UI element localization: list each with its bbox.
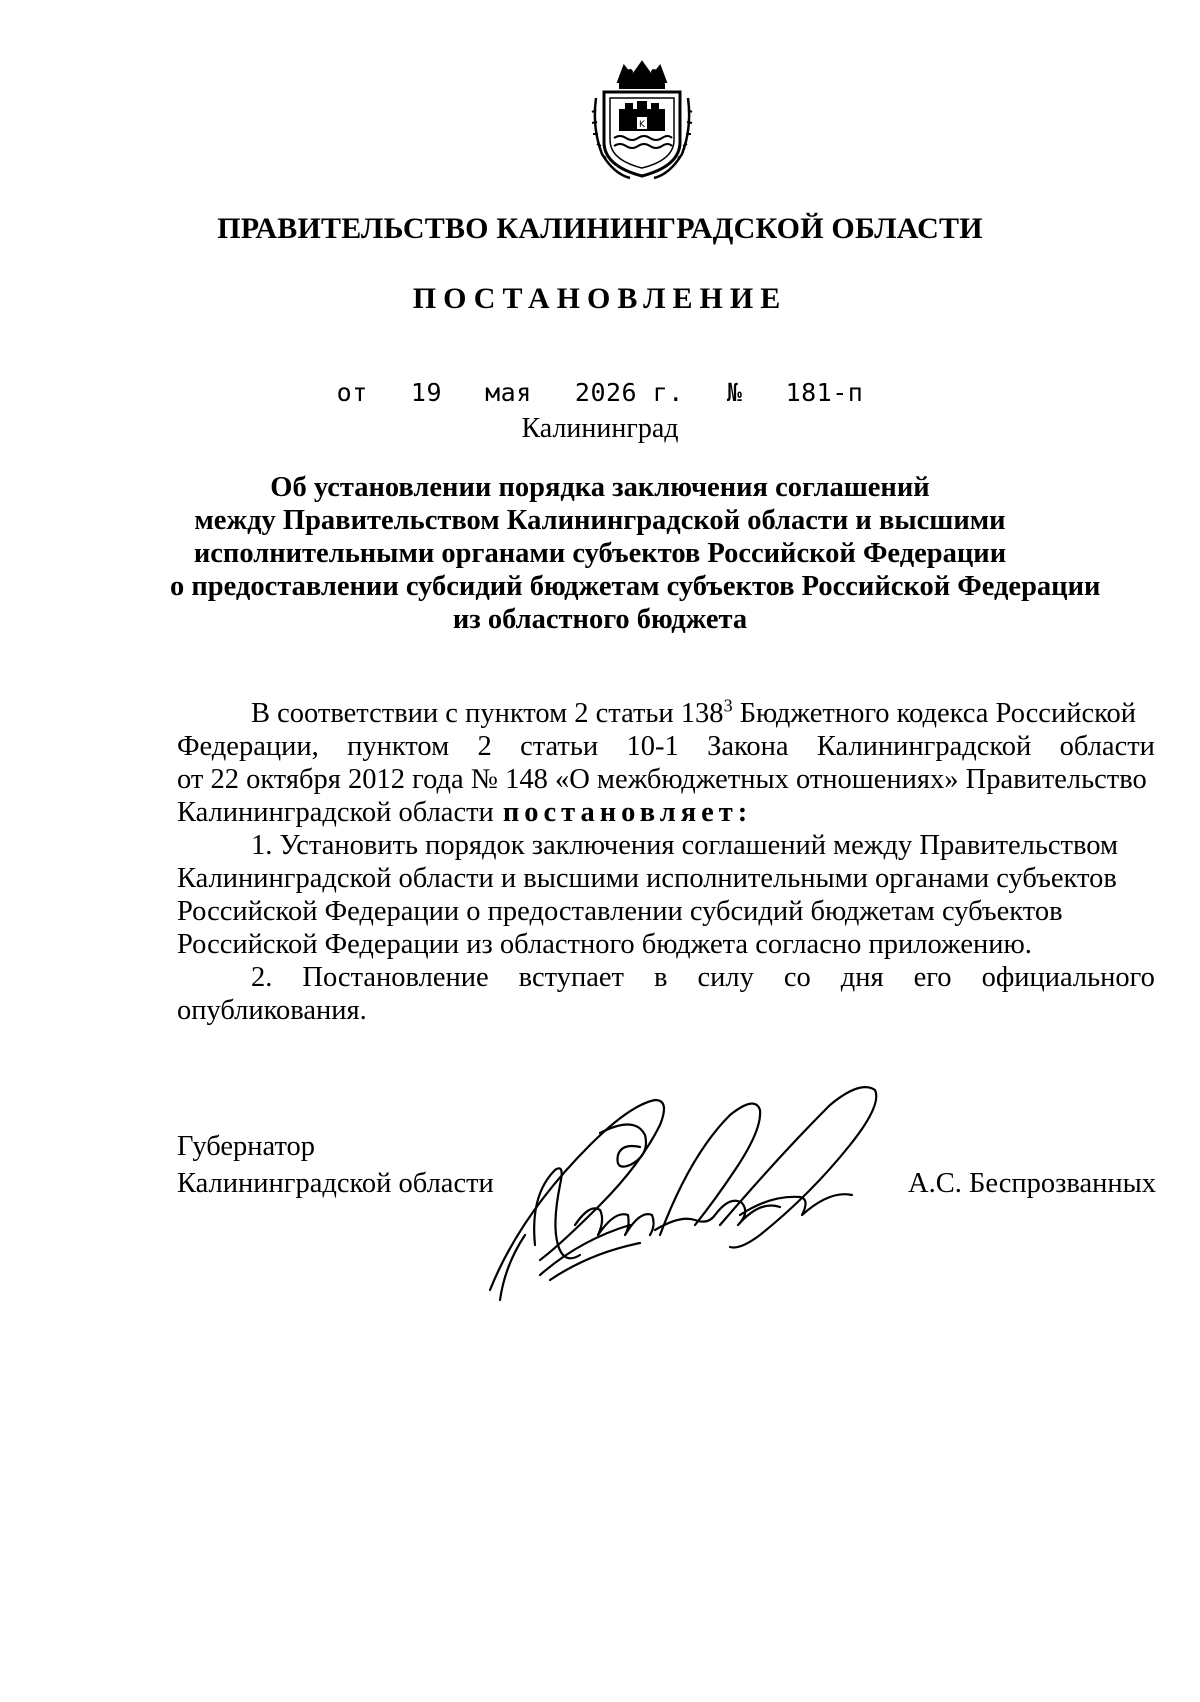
word: пунктом — [347, 731, 450, 762]
body-text: Калининградской области — [177, 797, 494, 828]
word: вступает — [518, 962, 624, 993]
body-line — [177, 763, 1155, 796]
word: дня — [840, 962, 884, 993]
body-text-part: В соответствии с пунктом 2 статьи 138 — [251, 698, 724, 729]
word: Закона — [707, 731, 789, 762]
word: официального — [981, 962, 1155, 993]
title-line: из областного бюджета — [452, 604, 748, 635]
word: в — [653, 962, 668, 993]
svg-text:K: K — [639, 120, 645, 130]
body-line — [177, 895, 1155, 928]
body-text: от 22 октября 2012 года № 148 «О межбюджетных отношениях» Правительство — [177, 764, 1147, 795]
title-line: между Правительством Калининградской области и высшими — [194, 505, 1006, 536]
date-year: 2026 г. — [574, 378, 684, 407]
body-text: Российской Федерации о предоставлении субсидий бюджетам субъектов — [177, 896, 1063, 927]
word: Федерации, — [177, 731, 319, 762]
body-line — [177, 796, 1155, 829]
superscript: 3 — [723, 695, 733, 716]
title-line: о предоставлении субсидий бюджетам субъектов Российской Федерации — [170, 571, 1101, 602]
position-line: Губернатор — [177, 1131, 316, 1162]
body-text — [251, 697, 1136, 730]
number-sign: № — [726, 378, 743, 407]
coat-of-arms-emblem — [590, 58, 694, 180]
body-text: Российской Федерации из областного бюджета согласно приложению. — [177, 929, 1032, 960]
organization-name: ПРАВИТЕЛЬСТВО КАЛИНИНГРАДСКОЙ ОБЛАСТИ — [217, 212, 983, 245]
signatory-position — [177, 1128, 494, 1202]
word: 10-1 — [626, 731, 679, 762]
date-month: мая — [485, 378, 532, 407]
signatory-name: А.С. Беспрозванных — [908, 1168, 1156, 1199]
body-text: 1. Установить порядок заключения соглашений между Правительством — [251, 830, 1118, 861]
word: области — [1059, 731, 1155, 762]
document-city: Калининград — [521, 413, 679, 444]
document-number: 181-п — [785, 378, 864, 407]
word: Калининградской — [816, 731, 1032, 762]
title-line: Об установлении порядка заключения соглашений — [270, 472, 930, 503]
word: 2 — [477, 731, 492, 762]
body-text: опубликования. — [177, 995, 367, 1026]
title-line: исполнительными органами субъектов Российской Федерации — [193, 538, 1007, 569]
document-body — [177, 697, 1155, 1027]
body-line — [177, 961, 1155, 994]
body-text: Калининградской области и высшими исполнительными органами субъектов — [177, 863, 1117, 894]
body-line — [177, 829, 1155, 862]
document-date-number — [0, 378, 1200, 407]
word: статьи — [520, 731, 599, 762]
body-line — [177, 862, 1155, 895]
decree-keyword: постановляет: — [502, 797, 753, 828]
body-line — [177, 928, 1155, 961]
document-type: ПОСТАНОВЛЕНИЕ — [412, 282, 788, 315]
body-line — [177, 697, 1155, 730]
word: Постановление — [302, 962, 489, 993]
position-line: Калининградской области — [177, 1168, 494, 1199]
document-title — [170, 471, 1101, 636]
word: со — [783, 962, 811, 993]
date-day: 19 — [410, 378, 442, 407]
body-text-part: Бюджетного кодекса Российской — [732, 698, 1137, 729]
body-line — [177, 994, 1155, 1027]
date-prefix: от — [336, 378, 368, 407]
word: его — [913, 962, 952, 993]
handwritten-signature — [480, 1075, 900, 1310]
word: 2. — [251, 962, 273, 993]
word: силу — [697, 962, 754, 993]
body-line — [177, 730, 1155, 763]
